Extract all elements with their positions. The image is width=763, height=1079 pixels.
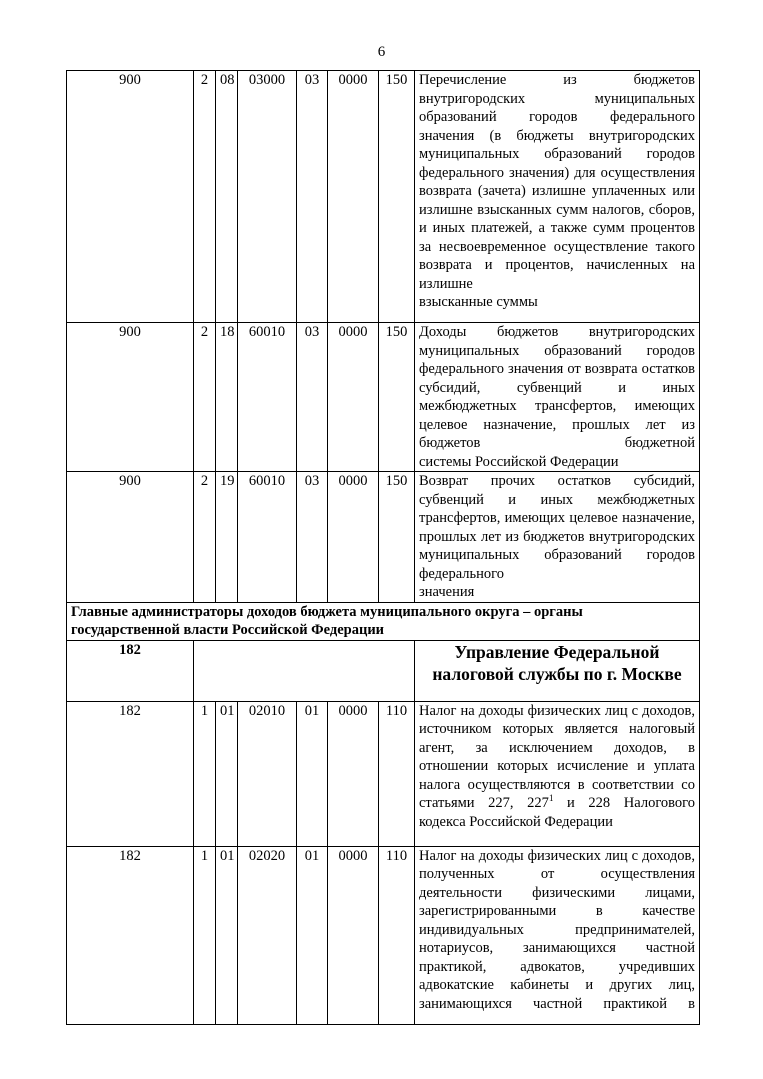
administrator-code: 182: [67, 640, 194, 701]
code-article: 60010: [238, 323, 297, 472]
code-economic: 110: [379, 701, 415, 846]
page-number: 6: [377, 44, 386, 60]
admin-code: 182: [67, 701, 194, 846]
code-subgroup: 01: [216, 701, 238, 846]
income-description: [415, 71, 700, 323]
code-element: 03: [297, 323, 328, 472]
table-row: [67, 472, 700, 603]
code-element: 01: [297, 846, 328, 1024]
description-text-cont: и 228 Налогового: [553, 795, 695, 811]
admin-code: 900: [67, 323, 194, 472]
code-subgroup: 19: [216, 472, 238, 603]
description-text: Возврат прочих остатков субсидий, субвенций и иных межбюджетных трансфертов, имеющих целевое назначение, прошлых лет из бюджетов внутригородских муниципальных образований городов федерального: [419, 473, 695, 582]
code-group: 2: [194, 323, 216, 472]
admin-code: 900: [67, 71, 194, 323]
code-economic: 150: [379, 323, 415, 472]
administrator-row: [67, 640, 700, 701]
income-description: [415, 701, 700, 846]
income-description: [415, 323, 700, 472]
description-text-end: системы Российской Федерации: [419, 453, 619, 470]
code-group: 1: [194, 846, 216, 1024]
section-heading-row: [67, 602, 700, 640]
code-article: 03000: [238, 71, 297, 323]
code-group: 1: [194, 701, 216, 846]
description-text: Налог на доходы физических лиц с доходов, полученных от осуществления деятельности физическими лицами, зарегистрированными в качестве индивидуальных предпринимателей, нотариусов, занимающихся частной практикой, адвокатов, учредивших адвокатские кабинеты и других лиц, занимающихся частной практикой в: [419, 847, 695, 1012]
code-program: 0000: [328, 71, 379, 323]
code-economic: 150: [379, 472, 415, 603]
admin-code: 182: [67, 846, 194, 1024]
code-subgroup: 08: [216, 71, 238, 323]
table-row: [67, 701, 700, 846]
table-row: [67, 323, 700, 472]
description-text: Доходы бюджетов внутригородских муниципальных образований городов федерального значения от возврата остатков субсидий, субвенций и иных межбюджетных трансфертов, имеющих целевое назначение, прошлых лет из бюджетов бюджетной: [419, 324, 695, 451]
description-text: Налог на доходы физических лиц с доходов, источником которых является налоговый агент, за исключением доходов, в отношении которых исчисление и уплата налога осуществляются в соответствии со статьями 227, 227: [419, 702, 695, 811]
administrator-name: Управление Федеральной налоговой службы по г. Москве: [415, 640, 700, 701]
code-program: 0000: [328, 701, 379, 846]
code-program: 0000: [328, 472, 379, 603]
table-row: [67, 71, 700, 323]
code-program: 0000: [328, 846, 379, 1024]
empty-code-cell: [194, 640, 415, 701]
description-text-end: значения: [419, 584, 475, 600]
code-element: 03: [297, 472, 328, 603]
description-text-end: взысканные суммы: [419, 294, 538, 310]
table-row: [67, 846, 700, 1024]
description-text: Перечисление из бюджетов внутригородских муниципальных образований городов федерального значения (в бюджеты внутригородских муниципальных образований городов федерального значения) для осуществления возврата (зачета) излишне уплаченных или излишне взысканных сумм налогов, сборов, и иных платежей, а также сумм процентов за несвоевременное осуществление такого возврата и процентов, начисленных на излишне: [419, 72, 695, 292]
description-text-end: кодекса Российской Федерации: [419, 813, 613, 830]
code-element: 01: [297, 701, 328, 846]
code-group: 2: [194, 71, 216, 323]
income-codes-table: [66, 70, 700, 1025]
admin-code: 900: [67, 472, 194, 603]
code-article: 60010: [238, 472, 297, 603]
income-description: [415, 472, 700, 603]
code-economic: 150: [379, 71, 415, 323]
section-heading: Главные администраторы доходов бюджета муниципального округа – органы государственной власти Российской Федерации: [67, 602, 700, 640]
code-subgroup: 01: [216, 846, 238, 1024]
code-economic: 110: [379, 846, 415, 1024]
code-group: 2: [194, 472, 216, 603]
income-description: [415, 846, 700, 1024]
code-article: 02020: [238, 846, 297, 1024]
code-element: 03: [297, 71, 328, 323]
code-program: 0000: [328, 323, 379, 472]
code-article: 02010: [238, 701, 297, 846]
superscript: 1: [548, 793, 554, 804]
code-subgroup: 18: [216, 323, 238, 472]
